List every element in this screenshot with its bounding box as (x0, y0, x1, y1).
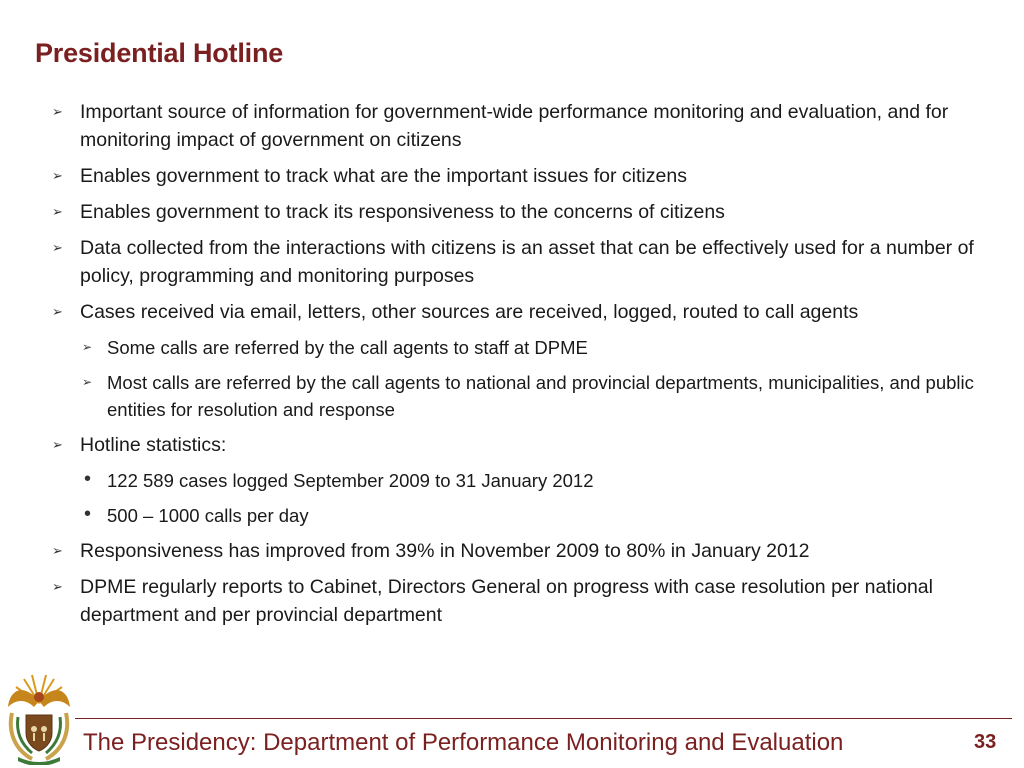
arrow-bullet-icon: ➢ (52, 579, 63, 594)
footer-divider (75, 718, 1012, 719)
bullet-text: Most calls are referred by the call agents to national and provincial departments, municipalities, and public entities for resolution and response (107, 372, 974, 420)
bullet-item (0, 162, 1024, 190)
footer-organization: The Presidency: Department of Performance Monitoring and Evaluation (83, 729, 844, 756)
bullet-text: Hotline statistics: (80, 434, 227, 456)
dot-bullet-icon: • (84, 503, 92, 525)
sub-bullet-item (0, 502, 1024, 529)
arrow-bullet-icon: ➢ (52, 437, 63, 452)
slide-title: Presidential Hotline (35, 38, 284, 68)
bullet-item (0, 298, 1024, 326)
bullet-item (0, 573, 1024, 629)
bullet-item (0, 98, 1024, 154)
bullet-text: DPME regularly reports to Cabinet, Directors General on progress with case resolution per national department and per provincial department (80, 576, 933, 626)
bullet-text: Enables government to track its responsiveness to the concerns of citizens (80, 201, 725, 223)
arrow-bullet-icon: ➢ (52, 104, 63, 119)
bullet-text: Important source of information for government-wide performance monitoring and evaluation, and for monitoring impact of government on citizens (80, 101, 949, 151)
coat-of-arms-icon (4, 673, 74, 765)
arrow-bullet-icon: ➢ (52, 168, 63, 183)
arrow-bullet-icon: ➢ (52, 240, 63, 255)
bullet-item (0, 234, 1024, 290)
bullet-item (0, 537, 1024, 565)
bullet-text: Responsiveness has improved from 39% in November 2009 to 80% in January 2012 (80, 540, 810, 562)
bullet-item (0, 198, 1024, 226)
bullet-text: Data collected from the interactions with citizens is an asset that can be effectively used for a number of policy, programming and monitoring purposes (80, 237, 974, 287)
sub-bullet-item (0, 334, 1024, 361)
sub-bullet-item (0, 467, 1024, 494)
arrow-bullet-icon: ➢ (82, 340, 93, 354)
arrow-bullet-icon: ➢ (52, 304, 63, 319)
dot-bullet-icon: • (84, 468, 92, 490)
bullet-list (0, 98, 1024, 637)
bullet-text: 122 589 cases logged September 2009 to 31 January 2012 (107, 470, 594, 491)
sub-bullet-item (0, 369, 1024, 423)
bullet-text: 500 – 1000 calls per day (107, 505, 309, 526)
arrow-bullet-icon: ➢ (52, 204, 63, 219)
bullet-item (0, 431, 1024, 459)
bullet-text: Some calls are referred by the call agents to staff at DPME (107, 337, 588, 358)
page-number: 33 (974, 731, 997, 753)
bullet-text: Enables government to track what are the important issues for citizens (80, 165, 687, 187)
arrow-bullet-icon: ➢ (82, 375, 93, 389)
arrow-bullet-icon: ➢ (52, 543, 63, 558)
bullet-text: Cases received via email, letters, other sources are received, logged, routed to call agents (80, 301, 859, 323)
